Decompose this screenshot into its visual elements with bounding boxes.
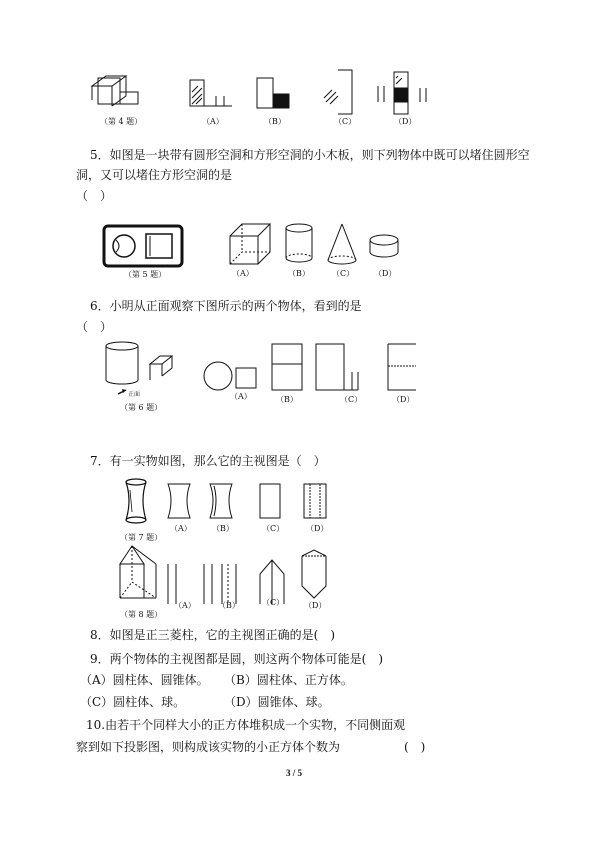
question-9-text: 9．两个物体的主视图都是圆，则这两个物体可能是( ) [90, 652, 384, 666]
option-b-label-q7: （B） [212, 524, 234, 533]
option-c-label-q6: （C） [340, 395, 363, 404]
figure-q8-triangular-prism [116, 542, 166, 608]
question-9-option-a: （A）圆柱体、圆锥体。 [80, 673, 209, 687]
option-b-figure-q6 [270, 342, 310, 398]
question-5-answer-paren: （ ） [76, 189, 113, 203]
option-b-figure-q4 [255, 74, 305, 114]
figure-q6-caption: （第 6 题） [120, 403, 163, 412]
option-d-label-q7: （D） [306, 524, 329, 533]
option-d-label-q5: （D） [374, 269, 397, 278]
option-d-label-q8: （D） [304, 601, 327, 610]
option-b-label-q5: （B） [288, 269, 310, 278]
option-d-label-q6: （D） [392, 395, 415, 404]
page-number: 3 / 5 [286, 768, 303, 778]
option-c-label-q4: （C） [334, 117, 357, 126]
option-b-figure-q5-cylinder [284, 222, 324, 268]
option-c-figure-q5-cone [326, 222, 366, 268]
option-c-label-q5: （C） [332, 269, 355, 278]
option-a-label-q6: （A） [230, 392, 252, 401]
option-a-label-q4: （A） [202, 117, 224, 126]
figure-q7-object [124, 478, 164, 528]
figure-q5-board [100, 222, 180, 272]
question-10-answer-paren: ( ) [404, 740, 426, 754]
question-6-text-line1: 6．小明从正面观察下图所示的两个物体，看到的是 [90, 299, 362, 313]
question-8-text: 8．如图是正三菱柱，它的主视图正确的是( ) [90, 628, 335, 642]
option-a-figure-q5-cube [228, 222, 278, 268]
option-a-label-q5: （A） [232, 269, 254, 278]
option-a-label-q8: （A） [174, 601, 196, 610]
question-9-option-d: （D）圆锥体、球。 [224, 695, 330, 709]
option-b-label-q4: （B） [264, 117, 286, 126]
option-a-figure-q4 [182, 72, 242, 112]
question-10-text-line2: 察到如下投影图，则构成该实物的小正方体个数为 [76, 740, 341, 754]
question-9-option-c: （C）圆柱体、球。 [80, 695, 186, 709]
option-c-figure-q4 [318, 68, 368, 116]
option-d-figure-q6 [384, 342, 424, 398]
figure-q5-caption: （第 5 题） [124, 270, 167, 279]
question-5-text-line2: 洞，又可以堵住方形空洞的是 [76, 168, 233, 182]
figure-q6-objects [104, 340, 184, 400]
option-c-label-q7: （C） [262, 524, 285, 533]
option-b-label-q8: （B） [218, 601, 240, 610]
figure-q6-front-label: 正面 [128, 391, 141, 398]
option-b-label-q6: （B） [276, 395, 298, 404]
option-c-label-q8: （C） [262, 598, 285, 607]
question-6-answer-paren: （ ） [76, 320, 113, 334]
question-5-text-line1: 5．如图是一块带有圆形空洞和方形空洞的小木板，则下列物体中既可以堵住圆形空 [90, 148, 530, 162]
figure-q4-solid [90, 72, 150, 112]
question-9-option-b: （B）圆柱体、正方体。 [224, 673, 353, 687]
question-7-text-line1: 7．有一实物如图，那么它的主视图是（ ） [90, 454, 326, 468]
option-c-figure-q6 [314, 342, 364, 398]
option-d-figure-q8 [298, 550, 338, 606]
option-d-label-q4: （D） [394, 117, 417, 126]
option-a-label-q7: （A） [170, 524, 192, 533]
option-d-figure-q4 [364, 68, 434, 116]
figure-q7-caption: （第 7 题） [120, 533, 163, 542]
question-10-text-line1: 10.由若干个同样大小的正方体堆积成一个实物，不同侧面观 [86, 718, 406, 732]
figure-q4-caption: （第 4 题） [100, 117, 143, 126]
figure-q8-caption: （第 8 题） [120, 610, 163, 619]
